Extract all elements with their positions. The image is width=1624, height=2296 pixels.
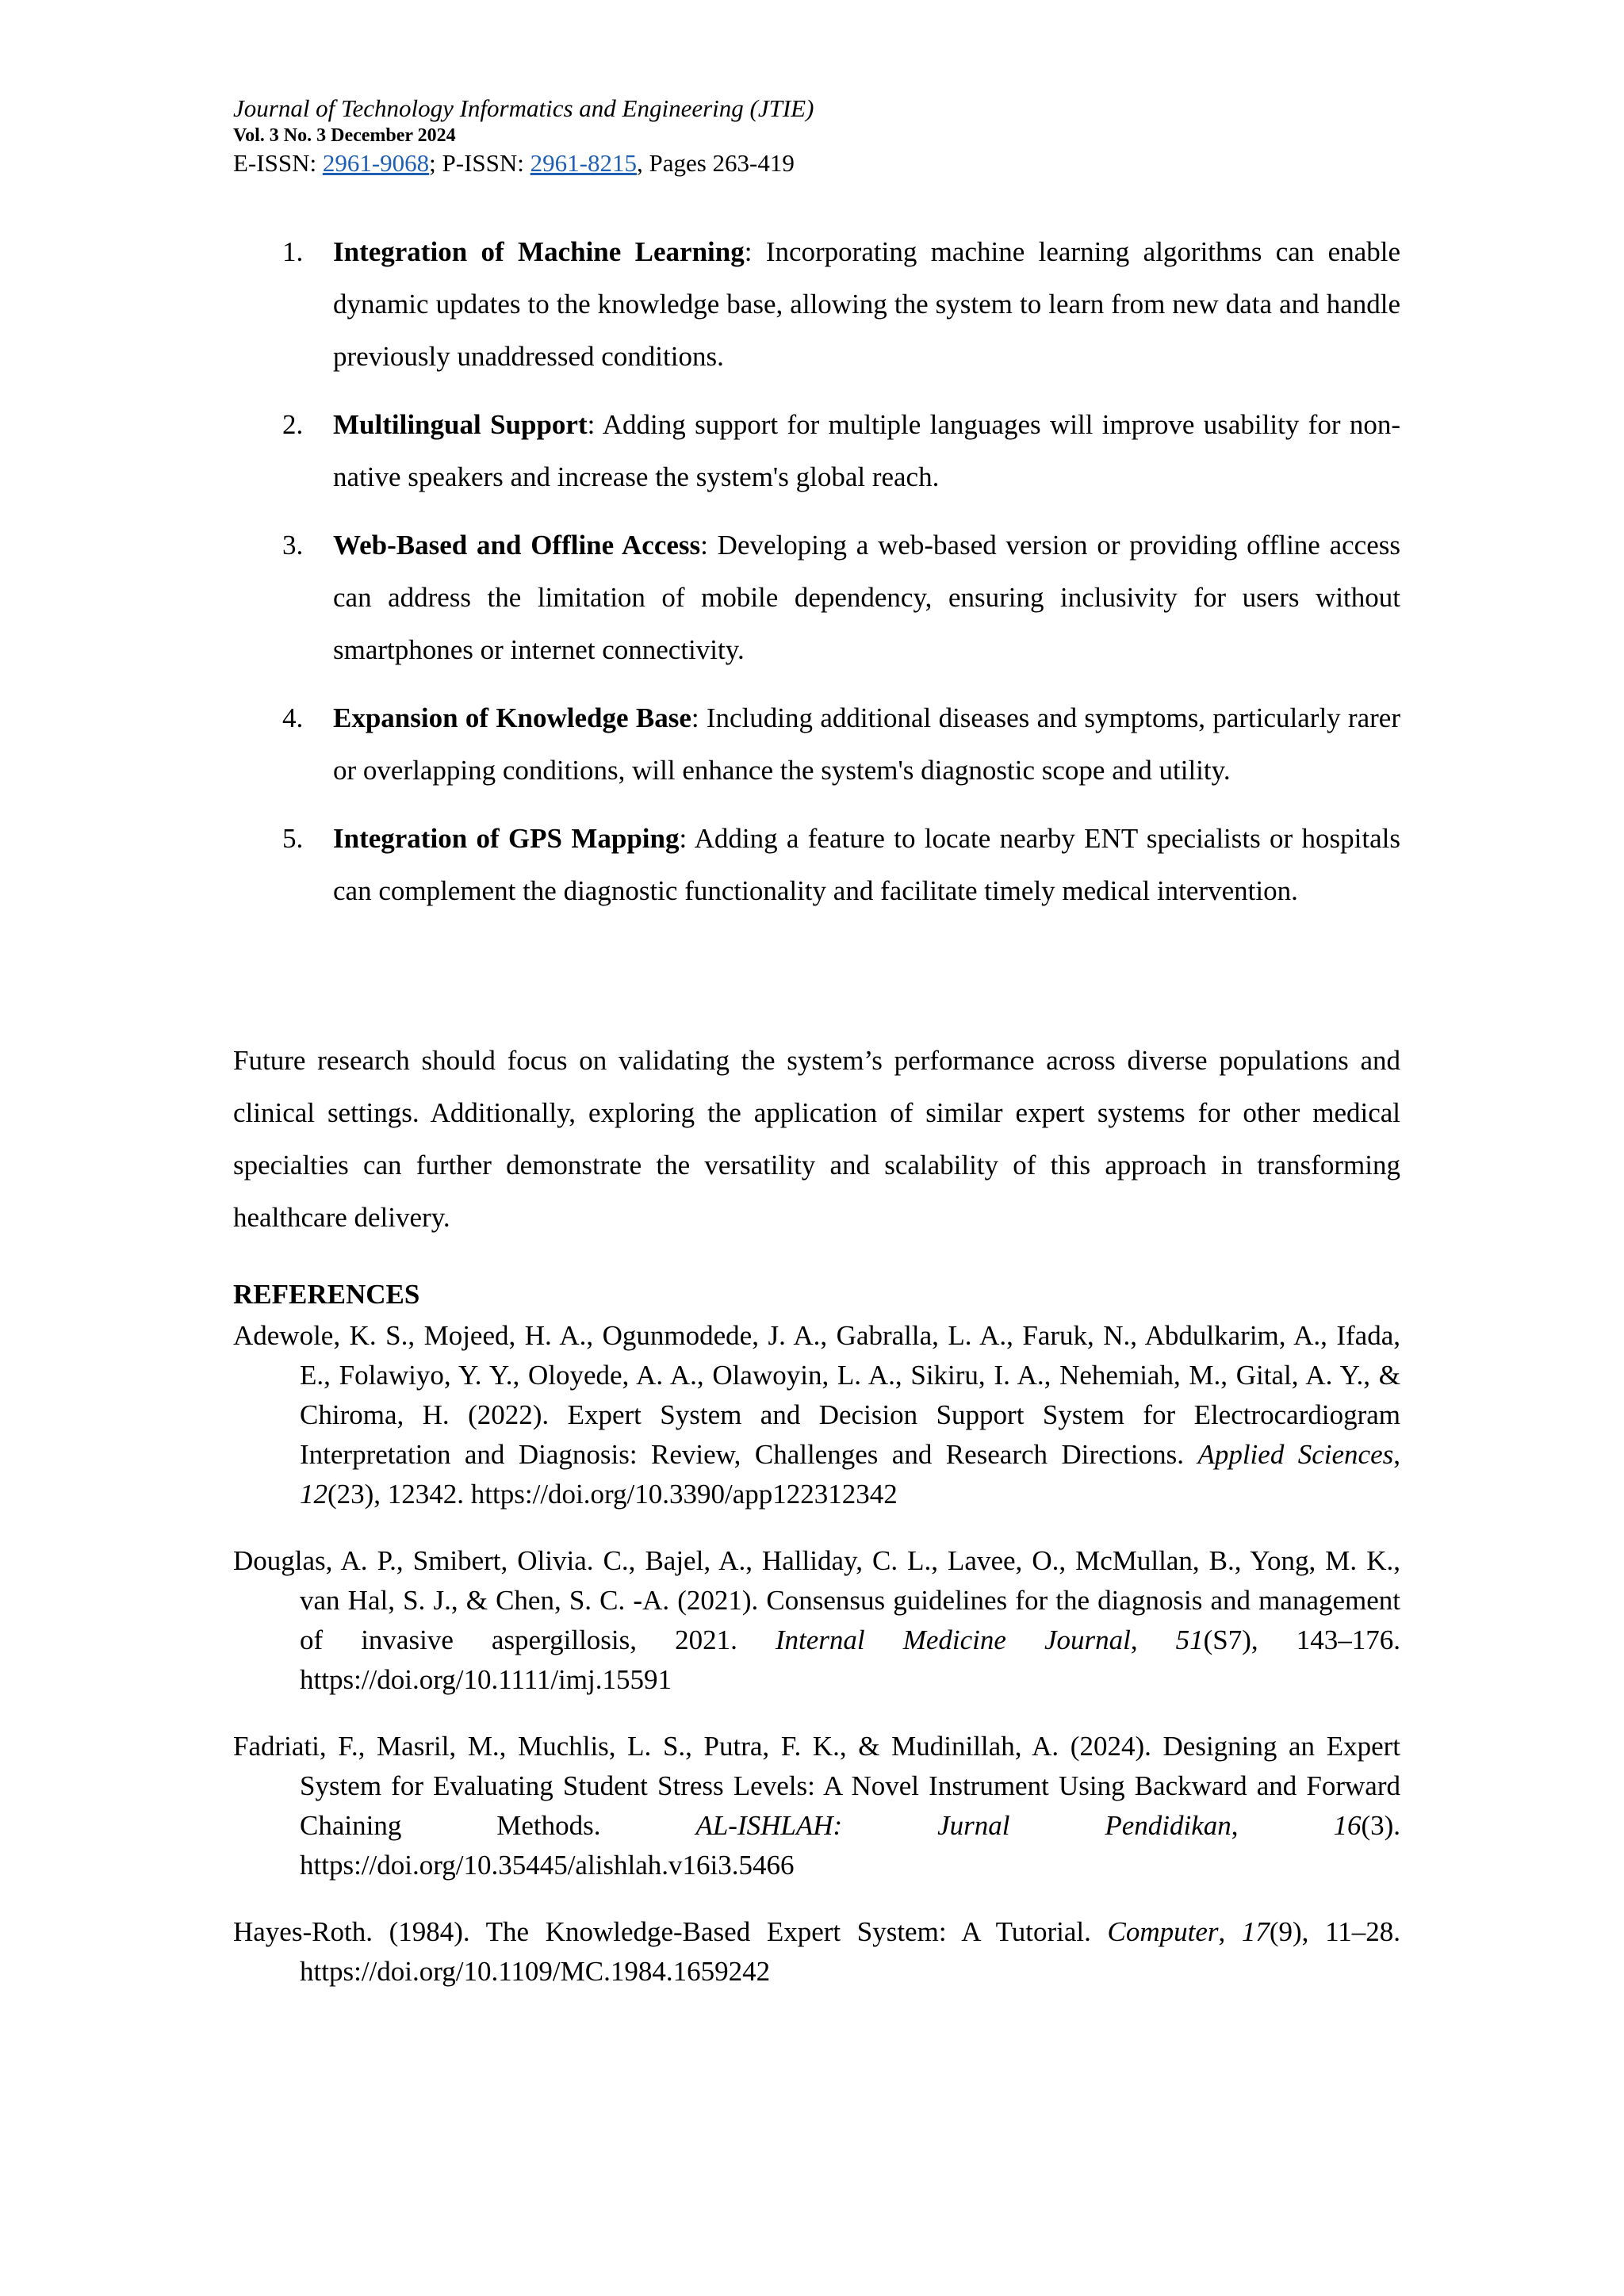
list-term: Multilingual Support	[333, 409, 588, 440]
list-item	[233, 226, 1400, 383]
pages-range: , Pages 263-419	[636, 149, 795, 177]
references-heading: REFERENCES	[233, 1279, 420, 1310]
list-text: : Including additional diseases and symptoms, particularly rarer or overlapping conditions, will enhance the system's diagnostic scope and utility.	[333, 702, 1400, 786]
reference-doi: (S7), 143–176. https://doi.org/10.1111/imj.15591	[300, 1624, 1400, 1695]
reference-entry	[233, 1541, 1400, 1700]
reference-volume: 51	[1175, 1624, 1204, 1655]
recommendation-list	[233, 226, 1400, 933]
list-term: Integration of Machine Learning	[333, 236, 745, 267]
reference-text: Douglas, A. P., Smibert, Olivia. C., Bajel, A., Halliday, C. L., Lavee, O., McMullan, B., Yong, M. K., van Hal, S. J., & Chen, S. C. -A. (2021). Consensus guidelines for the diagnosis and management of invasive aspergillosis, 2021.	[233, 1545, 1400, 1655]
issn-line	[233, 147, 1407, 179]
reference-volume: 16	[1333, 1810, 1362, 1841]
reference-journal: Internal Medicine Journal	[775, 1624, 1131, 1655]
running-header	[233, 94, 1407, 179]
list-term: Web-Based and Offline Access	[333, 530, 701, 561]
list-item	[233, 399, 1400, 503]
list-term: Expansion of Knowledge Base	[333, 702, 691, 733]
reference-separator: ,	[1393, 1439, 1400, 1470]
journal-volume: Vol. 3 No. 3 December 2024	[233, 125, 456, 146]
list-term: Integration of GPS Mapping	[333, 823, 680, 854]
list-item	[233, 692, 1400, 797]
list-number: 3.	[282, 530, 304, 561]
reference-doi: (3). https://doi.org/10.35445/alishlah.v16i3.5466	[300, 1810, 1401, 1881]
reference-separator: ,	[1130, 1624, 1176, 1655]
reference-text: Hayes-Roth. (1984). The Knowledge-Based Expert System: A Tutorial.	[233, 1916, 1108, 1947]
list-text: : Incorporating machine learning algorithms can enable dynamic updates to the knowledge base, allowing the system to learn from new data and handle previously unaddressed conditions.	[333, 236, 1400, 372]
list-item	[233, 813, 1400, 917]
reference-doi: (23), 12342. https://doi.org/10.3390/app122312342	[327, 1479, 898, 1510]
list-number: 4.	[282, 702, 304, 733]
reference-doi: (9), 11–28. https://doi.org/10.1109/MC.1984.1659242	[300, 1916, 1401, 1987]
reference-journal: Applied Sciences	[1197, 1439, 1394, 1470]
reference-entry	[233, 1912, 1400, 1992]
list-text: : Developing a web-based version or providing offline access can address the limitation of mobile dependency, ensuring inclusivity for users without smartphones or internet connectivity.	[333, 530, 1400, 665]
list-item	[233, 519, 1400, 676]
reference-volume: 12	[300, 1479, 327, 1510]
eissn-label: E-ISSN:	[233, 149, 323, 177]
reference-separator: ,	[1218, 1916, 1242, 1947]
list-number: 2.	[282, 409, 304, 440]
reference-journal: AL-ISHLAH: Jurnal Pendidikan	[695, 1810, 1231, 1841]
list-number: 5.	[282, 823, 304, 854]
reference-journal: Computer	[1107, 1916, 1219, 1947]
reference-volume: 17	[1241, 1916, 1270, 1947]
reference-separator: ,	[1231, 1810, 1334, 1841]
reference-text: Adewole, K. S., Mojeed, H. A., Ogunmodede, J. A., Gabralla, L. A., Faruk, N., Abdulkarim, A., Ifada, E., Folawiyo, Y. Y., Oloyede, A. A., Olawoyin, L. A., Sikiru, I. A., Nehemiah, M., Gital, A. Y., & Chiroma, H. (2022). Expert System and Decision Support System for Electrocardiogram Interpretation and Diagnosis: Review, Challenges and Research Directions.	[233, 1320, 1400, 1470]
pissn-link[interactable]: 2961-8215	[530, 149, 637, 177]
reference-entry	[233, 1727, 1400, 1885]
journal-title: Journal of Technology Informatics and Engineering (JTIE)	[233, 94, 814, 122]
eissn-link[interactable]: 2961-9068	[322, 149, 430, 177]
list-number: 1.	[282, 236, 304, 267]
list-text: : Adding support for multiple languages will improve usability for non-native speakers and increase the system's global reach.	[333, 409, 1401, 492]
future-research-paragraph: Future research should focus on validating the system’s performance across diverse populations and clinical settings. Additionally, exploring the application of similar expert systems for other medical specialties can further demonstrate the versatility and scalability of this approach in transforming healthcare delivery.	[233, 1045, 1400, 1233]
reference-entry	[233, 1316, 1400, 1514]
list-text: : Adding a feature to locate nearby ENT specialists or hospitals can complement the diagnostic functionality and facilitate timely medical intervention.	[333, 823, 1400, 906]
reference-text: Fadriati, F., Masril, M., Muchlis, L. S., Putra, F. K., & Mudinillah, A. (2024). Designing an Expert System for Evaluating Student Stress Levels: A Novel Instrument Using Backward and Forward Chaining Methods.	[233, 1731, 1400, 1841]
pissn-label: ; P-ISSN:	[429, 149, 530, 177]
reference-list	[233, 1316, 1400, 2019]
